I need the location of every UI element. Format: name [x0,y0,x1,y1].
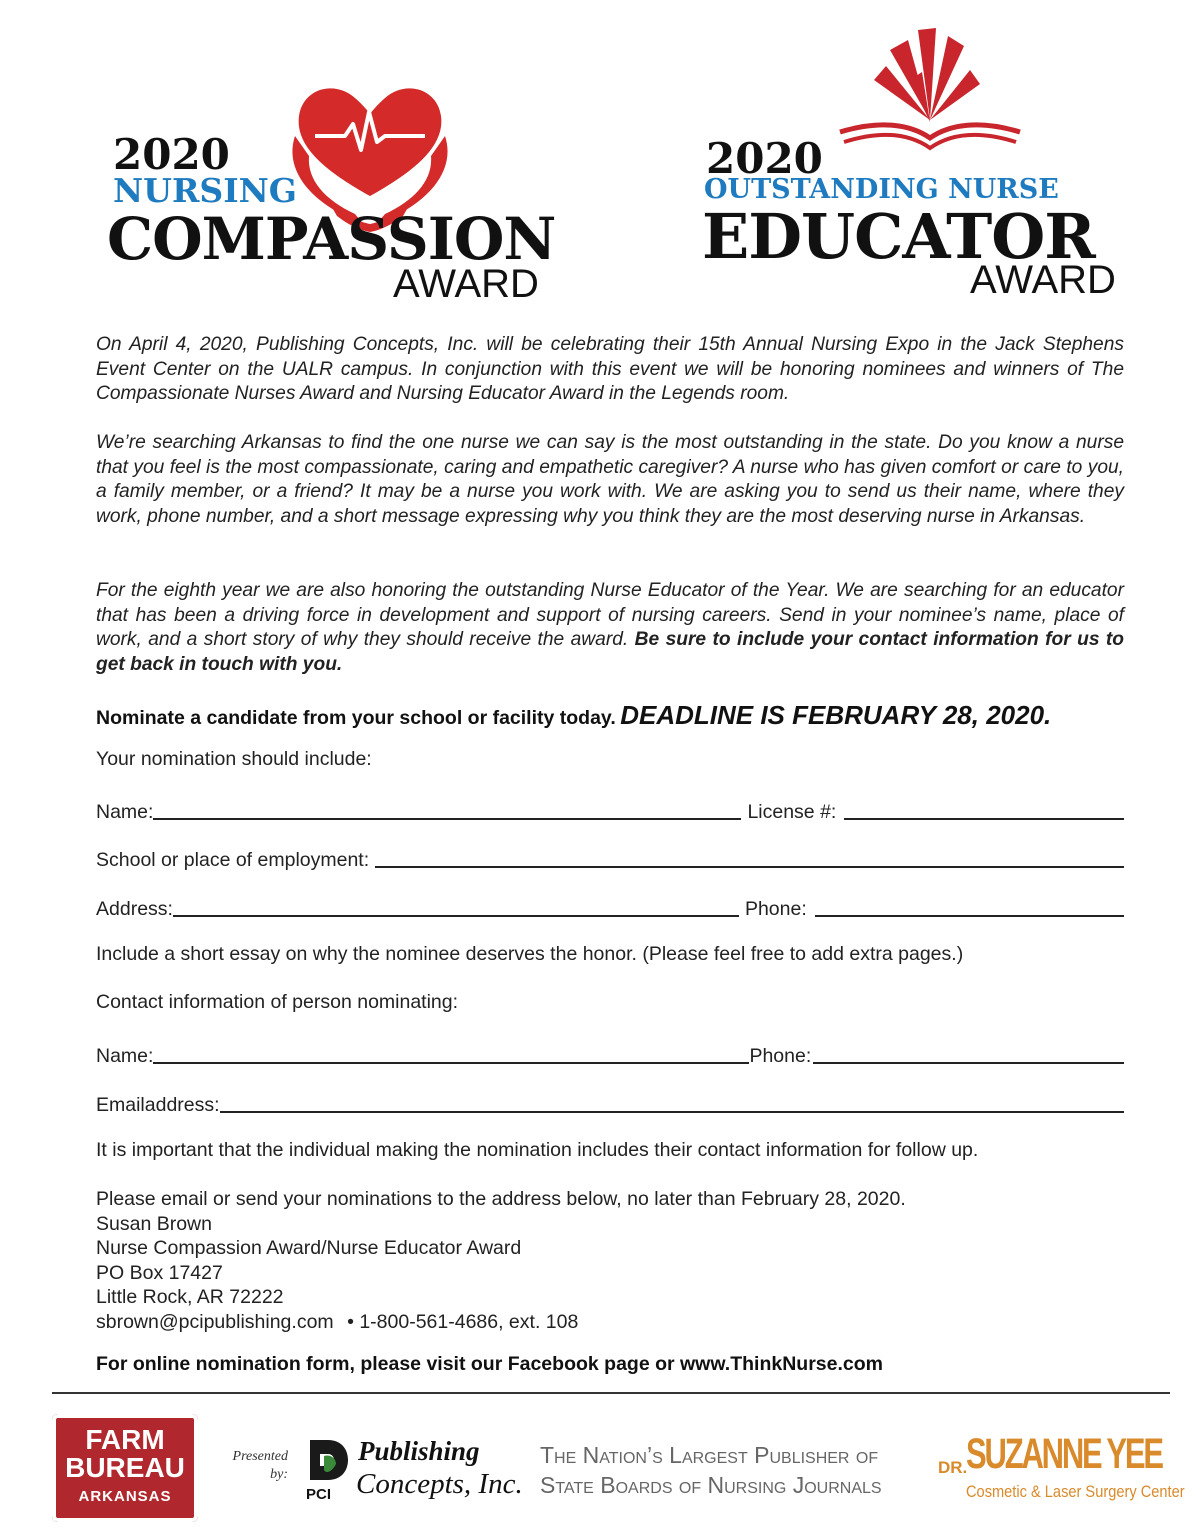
school-row [96,844,1124,872]
email-row [96,1089,1124,1117]
educator-award-logo [700,20,1130,300]
mailing-instruction: Please email or send your nominations to the address below, no later than February 28, 2020. [96,1188,906,1210]
compassion-logo-nursing: NURSING [113,171,297,210]
pci-mark-icon [306,1436,350,1484]
school-field[interactable] [375,866,1124,868]
contact-city: Little Rock, AR 72222 [96,1286,284,1309]
address-label: Address: [96,898,173,920]
address-row [96,893,1124,921]
intro-paragraph-3 [96,579,1124,677]
presented-by [228,1448,288,1484]
nominate-line [96,700,1051,731]
footer-divider [52,1392,1170,1394]
pci-logo [300,1432,523,1508]
nominee-name-label: Name: [96,801,154,823]
educator-logo-award: AWARD [970,258,1116,302]
tagline [540,1440,882,1500]
farm-bureau-line2: BUREAU [65,1452,185,1483]
educator-logo-subtitle: OUTSTANDING NURSE [704,174,1059,205]
nominee-name-row [96,796,1124,824]
important-note: It is important that the individual making the nomination includes their contact information for follow up. [96,1139,979,1161]
suzanne-yee-subtitle: Cosmetic & Laser Surgery Center [966,1482,1185,1501]
contact-po-box: PO Box 17427 [96,1261,223,1284]
nominator-phone-field[interactable] [813,1062,1124,1064]
farm-bureau-line1: FARM [85,1424,165,1455]
presented-line2: by: [270,1467,288,1482]
nominee-name-field[interactable] [153,818,741,820]
concepts-text: Concepts, Inc. [356,1468,523,1500]
publishing-text: Publishing [358,1436,480,1466]
mailing-block [96,1187,906,1335]
online-form-note: For online nomination form, please visit our Facebook page or www.ThinkNurse.com [96,1353,883,1375]
farm-bureau-logo [52,1414,198,1522]
tagline-line1: The Nation’s Largest Publisher of [540,1442,879,1468]
open-book-icon [830,20,1030,160]
suzanne-yee-logo [938,1430,1185,1510]
nominator-phone-label: Phone: [749,1045,812,1067]
email-field[interactable] [220,1111,1124,1113]
deadline-text: DEADLINE IS FEBRUARY 28, 2020. [620,700,1052,730]
contact-department: Nurse Compassion Award/Nurse Educator Award [96,1237,522,1260]
essay-instruction: Include a short essay on why the nominee deserves the honor. (Please feel free to add extra pages.) [96,943,964,965]
nominator-name-field[interactable] [153,1062,749,1064]
compassion-logo-award: AWARD [393,262,539,306]
compassion-logo-year: 2020 [113,130,230,179]
compassion-award-logo [105,70,555,305]
nominator-name-label: Name: [96,1045,154,1067]
email-label: Emailaddress: [96,1094,220,1116]
compassion-logo-title: COMPASSION [107,205,556,273]
nominee-phone-label: Phone: [744,898,807,920]
license-label: License #: [747,801,837,823]
license-field[interactable] [844,818,1124,820]
presented-line1: Presented [232,1449,288,1464]
contact-email-phone [96,1310,906,1335]
contact-phone: • 1-800-561-4686, ext. 108 [347,1310,579,1333]
nomination-include-label: Your nomination should include: [96,748,372,770]
address-field[interactable] [173,915,739,917]
intro-paragraph-2: We’re searching Arkansas to find the one nurse we can say is the most outstanding in the state. Do you know a nurse that you feel is the most compassionate, caring and empathetic caregiver? A nurse who has given comfort or care to you, a family member, or a friend? It may be a nurse you work with. We are asking you to send us their name, where they work, phone number, and a short message expressing why you think they are the most deserving nurse in Arkansas. [96,432,1124,527]
suzanne-yee-name: SUZANNE YEE [966,1430,1162,1478]
nominee-phone-field[interactable] [815,915,1124,917]
tagline-line2: State Boards of Nursing Journals [540,1472,882,1498]
contact-name: Susan Brown [96,1212,212,1235]
dr-text: DR. [938,1458,968,1477]
nominate-text: Nominate a candidate from your school or facility today. [96,707,616,729]
school-label: School or place of employment: [96,849,370,871]
educator-logo-title: EDUCATOR [702,200,1095,273]
intro-paragraph-3-text: For the eighth year we are also honoring the outstanding Nurse Educator of the Year. We are searching for an educator that has been a driving force in development and support of nursing careers. Send in your nominee’s name, place of work, and a short story of why they should receive the award. [96,580,1124,651]
contact-reminder: Be sure to include your contact information for us to get back in touch with you. [96,629,1124,675]
farm-bureau-line3: ARKANSAS [78,1488,172,1505]
pci-mark-text: PCI [306,1486,332,1503]
intro-paragraph-1: On April 4, 2020, Publishing Concepts, Inc. will be celebrating their 15th Annual Nursing Expo in the Jack Stephens Event Center on the UALR campus. In conjunction with this event we will be honoring nominees and winners of The Compassionate Nurses Award and Nursing Educator Award in the Legends room. [96,334,1124,405]
educator-logo-year: 2020 [706,134,823,183]
nominator-name-row [96,1040,1124,1068]
contact-email[interactable]: sbrown@pcipublishing.com [96,1310,334,1333]
contact-heading: Contact information of person nominating: [96,991,459,1013]
